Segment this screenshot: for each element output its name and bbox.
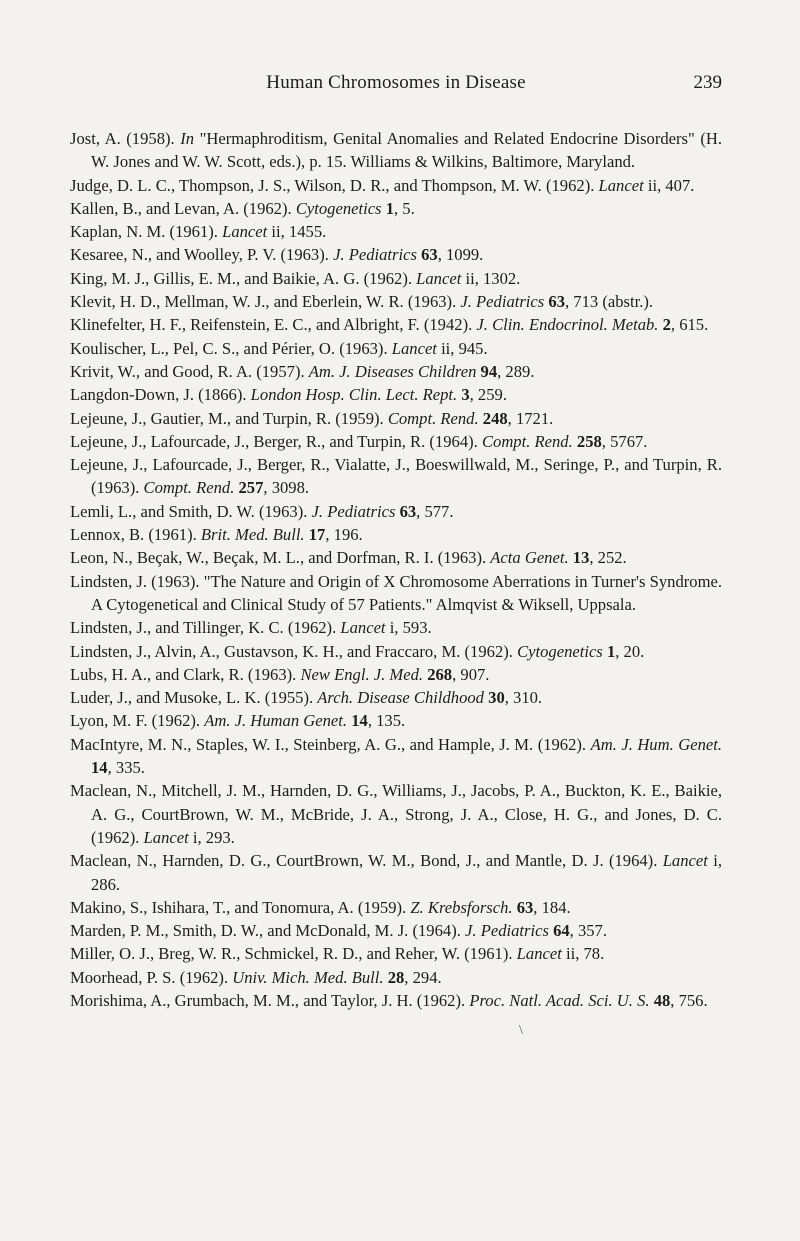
reference-journal: Cytogenetics [295,198,382,218]
reference-pages: , 335. [107,758,145,778]
reference-volume: 2 [662,315,671,335]
reference-pages: , 196. [325,525,363,545]
reference-pages: ii, 407. [643,175,695,195]
reference-authors: Maclean, N., Mitchell, J. M., Harnden, D. G., Williams, J., Jacobs, P. A., Buckton, K. E., Baikie, A. G., CourtBrown, W. M., McBride, J. A., Strong, J. A., Close, H. G., and Jones, D. C. (1962). [70,781,722,847]
reference-pages: , 5767. [601,431,648,451]
reference-entry [70,337,722,360]
reference-entry [70,243,722,266]
reference-authors: Lejeune, J., Lafourcade, J., Berger, R., and Turpin, R. (1964). [70,431,482,451]
reference-journal: Arch. Disease Childhood [317,688,484,708]
reference-entry [70,919,722,942]
reference-pages: , 310. [504,688,543,708]
reference-volume: 258 [576,431,602,451]
reference-authors: Morishima, A., Grumbach, M. M., and Taylor, J. H. (1962). [70,990,470,1010]
reference-journal: J. Pediatrics [460,292,545,312]
reference-journal: J. Pediatrics [465,921,549,941]
reference-pages: ii, 945. [436,338,488,358]
reference-entry [70,779,722,849]
reference-pages: , 184. [533,897,571,917]
reference-authors: Lejeune, J., Gautier, M., and Turpin, R. (1959). [70,408,388,428]
reference-entry [70,616,722,639]
reference-pages: i, 293. [188,827,235,847]
reference-authors: Lindsten, J., and Tillinger, K. C. (1962). [70,618,341,638]
reference-entry [70,290,722,313]
reference-authors: Lyon, M. F. (1962). [70,711,205,731]
reference-volume: 63 [421,245,438,265]
reference-pages: "Hermaphroditism, Genital Anomalies and Related Endocrine Disorders" (H. W. Jones and W. W. Scott, eds.), p. 15. Williams & Wilkins, Baltimore, Maryland. [91,129,722,172]
reference-volume: 14 [91,758,108,778]
reference-list [70,127,722,1012]
reference-entry [70,500,722,523]
reference-authors: MacIntyre, M. N., Staples, W. I., Steinberg, A. G., and Hample, J. M. (1962). [70,734,591,754]
reference-entry [70,640,722,663]
reference-authors: Miller, O. J., Breg, W. R., Schmickel, R. D., and Reher, W. (1961). [70,944,517,964]
reference-journal: Lancet [143,827,189,847]
reference-entry [70,546,722,569]
reference-pages: , 289. [497,361,535,381]
reference-journal: J. Pediatrics [311,501,396,521]
reference-authors: Kaplan, N. M. (1961). [70,222,223,242]
reference-journal: Proc. Natl. Acad. Sci. U. S. [469,990,650,1010]
reference-authors: Moorhead, P. S. (1962). [70,967,233,987]
reference-entry [70,849,722,896]
reference-journal: In [180,129,195,148]
reference-pages: , 259. [469,385,507,405]
reference-volume: 1 [385,198,394,218]
reference-entry [70,383,722,406]
reference-authors: Kallen, B., and Levan, A. (1962). [70,198,296,218]
reference-authors: Marden, P. M., Smith, D. W., and McDonald, M. J. (1964). [70,921,466,941]
reference-authors: Lindsten, J., Alvin, A., Gustavson, K. H., and Fraccaro, M. (1962). [70,641,518,661]
reference-authors: Luder, J., and Musoke, L. K. (1955). [70,688,318,708]
reference-journal: Lancet [391,338,437,358]
reference-authors: Lubs, H. A., and Clark, R. (1963). [70,664,301,684]
reference-volume: 28 [387,967,405,987]
reference-entry [70,453,722,500]
reference-pages: , 3098. [263,478,310,498]
reference-journal: Univ. Mich. Med. Bull. [232,967,384,987]
reference-pages: i, 593. [385,618,432,638]
reference-volume: 48 [653,990,671,1010]
reference-pages: , 1099. [437,245,484,265]
reference-entry [70,174,722,197]
reference-entry [70,966,722,989]
reference-pages: ii, 78. [561,944,605,964]
reference-volume: 64 [553,921,570,941]
reference-pages: , 907. [452,664,490,684]
reference-pages: , 756. [670,990,708,1010]
reference-volume: 63 [399,501,417,521]
reference-journal: Lancet [516,944,562,964]
reference-entry [70,686,722,709]
reference-authors: Judge, D. L. C., Thompson, J. S., Wilson, D. R., and Thompson, M. W. (1962). [70,175,599,195]
reference-entry [70,220,722,243]
reference-journal: Lancet [222,222,268,242]
reference-authors: Makino, S., Ishihara, T., and Tonomura, A. (1959). [70,897,411,917]
reference-journal: Am. J. Diseases Children [308,361,477,381]
reference-pages: , 357. [569,921,607,941]
reference-journal: London Hosp. Clin. Lect. Rept. [250,385,458,405]
reference-volume: 13 [572,548,590,568]
reference-pages: , 713 (abstr.). [565,292,654,312]
reference-authors: Lennox, B. (1961). [70,525,201,545]
reference-volume: 257 [238,478,264,498]
reference-volume: 1 [606,641,616,661]
reference-pages: , 252. [589,548,627,568]
reference-journal: Lancet [598,175,644,195]
reference-volume: 248 [482,408,508,428]
reference-pages: , 615. [670,315,709,335]
reference-authors: Klinefelter, H. F., Reifenstein, E. C., and Albright, F. (1942). [70,315,477,335]
reference-entry [70,942,722,965]
reference-pages: , 5. [393,198,415,218]
reference-authors: Lejeune, J., Lafourcade, J., Berger, R., Vialatte, J., Boeswillwald, M., Seringe, P., and Turpin, R. (1963). [70,455,722,498]
reference-entry [70,313,722,336]
running-title: Human Chromosomes in Disease [266,72,526,93]
reference-authors: Lemli, L., and Smith, D. W. (1963). [70,501,312,521]
reference-volume: 63 [516,897,534,917]
reference-entry [70,896,722,919]
reference-pages: , 1721. [507,408,554,428]
reference-entry [70,360,722,383]
reference-volume: 3 [461,385,470,405]
reference-entry [70,407,722,430]
reference-journal: Acta Genet. [490,548,569,568]
reference-entry [70,127,722,174]
stray-mark: \ [519,1023,523,1038]
reference-journal: Brit. Med. Bull. [200,525,305,545]
reference-journal: J. Pediatrics [333,245,417,265]
reference-entry [70,570,722,617]
reference-authors: Maclean, N., Harnden, D. G., CourtBrown, W. M., Bond, J., and Mantle, D. J. (1964). [70,851,663,871]
reference-journal: Lancet [416,268,462,288]
reference-volume: 268 [427,664,453,684]
reference-authors: Langdon-Down, J. (1866). [70,385,251,405]
reference-authors: Klevit, H. D., Mellman, W. J., and Eberlein, W. R. (1963). [70,292,461,312]
reference-entry [70,523,722,546]
reference-authors: King, M. J., Gillis, E. M., and Baikie, A. G. (1962). [70,268,417,288]
reference-entry [70,663,722,686]
reference-entry [70,709,722,732]
reference-entry [70,197,722,220]
reference-journal: Am. J. Hum. Genet. [590,734,722,754]
reference-entry [70,733,722,780]
reference-authors: Krivit, W., and Good, R. A. (1957). [70,361,309,381]
reference-volume: 94 [480,361,498,381]
reference-pages: , 577. [416,501,454,521]
reference-journal: Am. J. Human Genet. [204,711,348,731]
reference-journal: J. Clin. Endocrinol. Metab. [476,315,659,335]
reference-journal: Compt. Rend. [143,478,235,498]
reference-authors: Lindsten, J. (1963). "The Nature and Origin of X Chromosome Aberrations in Turner's Syndrome. A Cytogenetical and Clinical Study of 57 Patients." Almqvist & Wiksell, Uppsala. [70,571,722,614]
reference-volume: 30 [488,688,505,708]
reference-pages: ii, 1455. [267,222,327,242]
reference-volume: 63 [548,292,565,312]
reference-entry [70,430,722,453]
reference-pages: , 20. [615,641,645,661]
reference-authors: Kesaree, N., and Woolley, P. V. (1963). [70,245,334,265]
reference-entry [70,267,722,290]
reference-pages: , 294. [404,967,442,987]
reference-pages: ii, 1302. [461,268,521,288]
page-number: 239 [693,72,722,93]
reference-pages: , 135. [367,711,406,731]
reference-authors: Leon, N., Beçak, W., Beçak, M. L., and Dorfman, R. I. (1963). [70,548,491,568]
reference-journal: Lancet [662,851,708,871]
reference-journal: New Engl. J. Med. [300,664,424,684]
reference-authors: Jost, A. (1958). [70,129,181,148]
reference-pages: i, 286. [91,851,722,894]
reference-journal: Compt. Rend. [387,408,479,428]
reference-journal: Z. Krebsforsch. [410,897,513,917]
reference-volume: 14 [351,711,368,731]
reference-journal: Cytogenetics [517,641,603,661]
reference-entry [70,989,722,1012]
reference-journal: Lancet [340,618,386,638]
reference-authors: Koulischer, L., Pel, C. S., and Périer, O. (1963). [70,338,392,358]
reference-volume: 17 [308,525,326,545]
running-header [70,72,722,102]
reference-journal: Compt. Rend. [481,431,573,451]
